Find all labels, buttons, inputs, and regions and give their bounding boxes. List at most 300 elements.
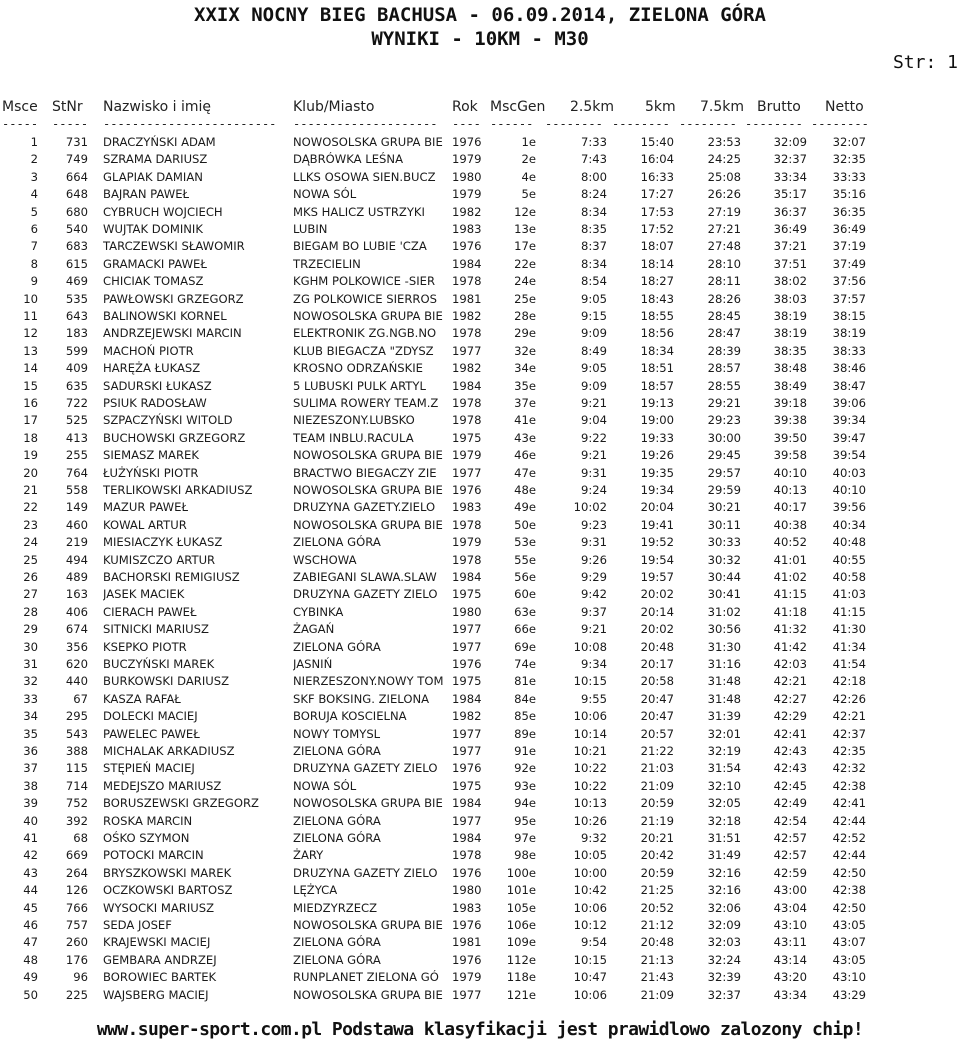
cell-year: 1980 [452, 883, 482, 898]
cell-split-5km: 19:33 [640, 430, 674, 445]
cell-club: ZIELONA GÓRA [293, 535, 381, 550]
cell-name: STĘPIEŃ MACIEJ [103, 761, 195, 776]
cell-category: 12e [514, 204, 536, 219]
cell-gross: 42:29 [773, 709, 807, 724]
separator-split-7-5km: -------- [679, 117, 737, 131]
header-category: MscGen [490, 99, 546, 115]
header-net: Netto [825, 99, 864, 115]
cell-category: 56e [514, 570, 536, 584]
table-row [0, 569, 960, 586]
cell-gross: 38:49 [773, 378, 807, 393]
cell-net: 41:54 [832, 657, 866, 671]
cell-split-7-5km: 31:49 [707, 848, 741, 863]
cell-bib: 558 [65, 483, 88, 497]
separator-net: -------- [811, 117, 869, 131]
cell-gross: 40:10 [773, 465, 807, 480]
cell-category: 32e [514, 343, 536, 358]
cell-gross: 38:03 [773, 291, 807, 306]
cell-split-5km: 19:35 [640, 465, 674, 480]
cell-year: 1975 [452, 430, 482, 445]
cell-split-5km: 19:00 [640, 413, 674, 428]
cell-place: 13 [23, 343, 38, 358]
cell-club: MKS HALICZ USTRZYKI [293, 204, 425, 219]
cell-split-5km: 20:17 [640, 657, 674, 671]
cell-club: NOWA SÓL [293, 778, 357, 793]
cell-split-7-5km: 32:39 [707, 970, 741, 985]
cell-place: 9 [30, 274, 38, 289]
cell-split-2-5km: 9:09 [580, 378, 607, 393]
cell-split-5km: 18:51 [640, 361, 674, 376]
cell-bib: 615 [65, 256, 88, 271]
cell-split-2-5km: 10:47 [573, 970, 607, 985]
cell-gross: 36:49 [773, 222, 807, 236]
cell-split-2-5km: 9:04 [580, 413, 607, 428]
cell-category: 118e [506, 970, 536, 985]
cell-split-7-5km: 32:09 [707, 918, 741, 932]
cell-year: 1977 [452, 813, 482, 828]
cell-gross: 40:17 [773, 500, 807, 515]
cell-category: 121e [506, 987, 536, 1002]
cell-gross: 42:43 [773, 761, 807, 776]
table-row [0, 552, 960, 569]
cell-year: 1977 [452, 987, 482, 1002]
cell-split-7-5km: 27:48 [707, 239, 741, 254]
cell-gross: 43:10 [773, 918, 807, 932]
table-row [0, 238, 960, 255]
cell-split-2-5km: 9:54 [580, 935, 607, 950]
cell-name: SIEMASZ MAREK [103, 448, 199, 463]
table-row [0, 291, 960, 308]
cell-gross: 41:42 [773, 639, 807, 654]
cell-split-5km: 18:55 [640, 309, 674, 323]
table-row [0, 465, 960, 482]
cell-bib: 635 [65, 378, 88, 393]
cell-bib: 674 [65, 622, 88, 637]
cell-split-2-5km: 7:43 [580, 152, 607, 167]
cell-gross: 39:38 [773, 413, 807, 428]
cell-gross: 41:02 [773, 570, 807, 584]
page-subtitle: WYNIKI - 10KM - M30 [371, 28, 589, 50]
table-row [0, 847, 960, 864]
cell-net: 40:10 [832, 483, 866, 497]
cell-place: 27 [23, 587, 38, 602]
cell-split-7-5km: 27:21 [707, 222, 741, 236]
separator-year: ---- [452, 117, 481, 131]
cell-club: NIERZESZONY.NOWY TOM [293, 674, 444, 689]
cell-gross: 42:21 [773, 674, 807, 689]
cell-year: 1982 [452, 709, 482, 724]
cell-year: 1978 [452, 413, 482, 428]
cell-bib: 68 [73, 831, 88, 845]
cell-category: 100e [506, 865, 536, 880]
cell-place: 1 [30, 135, 38, 149]
cell-category: 5e [521, 187, 536, 202]
cell-net: 39:47 [832, 430, 866, 445]
cell-bib: 749 [65, 152, 88, 167]
cell-split-5km: 21:25 [640, 883, 674, 898]
cell-year: 1979 [452, 187, 482, 202]
separator-club: -------------------- [293, 117, 438, 131]
cell-split-5km: 17:52 [640, 222, 674, 236]
cell-place: 31 [23, 657, 38, 671]
cell-bib: 599 [65, 343, 88, 358]
cell-net: 42:32 [832, 761, 866, 776]
table-row [0, 447, 960, 464]
cell-split-5km: 21:09 [640, 987, 674, 1002]
cell-name: POTOCKI MARCIN [103, 848, 204, 863]
cell-place: 34 [23, 709, 38, 724]
cell-net: 43:07 [832, 935, 866, 950]
cell-gross: 39:18 [773, 396, 807, 410]
cell-gross: 42:41 [773, 726, 807, 741]
cell-club: DRUZYNA GAZETY ZIELO [293, 761, 438, 776]
cell-name: JASEK MACIEK [103, 587, 185, 602]
cell-bib: 731 [65, 135, 88, 149]
cell-club: DĄBRÓWKA LEŚNA [293, 152, 404, 167]
cell-split-5km: 20:47 [640, 709, 674, 724]
cell-split-5km: 21:09 [640, 778, 674, 793]
cell-gross: 35:17 [773, 187, 807, 202]
cell-name: CIERACH PAWEŁ [103, 604, 197, 619]
cell-name: KASZA RAFAŁ [103, 691, 181, 706]
table-row [0, 499, 960, 516]
cell-split-2-5km: 9:05 [580, 291, 607, 306]
cell-gross: 42:59 [773, 865, 807, 880]
cell-club: NOWOSOLSKA GRUPA BIE [293, 483, 443, 497]
cell-place: 21 [23, 483, 38, 497]
cell-name: GEMBARA ANDRZEJ [103, 952, 217, 967]
cell-split-2-5km: 8:54 [580, 274, 607, 289]
cell-net: 37:49 [832, 256, 866, 271]
cell-split-7-5km: 31:16 [707, 657, 741, 671]
cell-club: ZIELONA GÓRA [293, 952, 381, 967]
cell-club: ZIELONA GÓRA [293, 831, 381, 845]
cell-net: 42:18 [832, 674, 866, 689]
cell-category: 74e [514, 657, 536, 671]
cell-split-7-5km: 32:16 [707, 883, 741, 898]
cell-category: 47e [514, 465, 536, 480]
cell-place: 22 [23, 500, 38, 515]
cell-net: 39:54 [832, 448, 866, 463]
cell-category: 53e [514, 535, 536, 550]
cell-net: 42:50 [832, 865, 866, 880]
cell-split-5km: 19:57 [640, 570, 674, 584]
cell-place: 25 [23, 552, 38, 567]
table-row [0, 639, 960, 656]
cell-name: PSIUK RADOSŁAW [103, 396, 207, 410]
cell-place: 24 [23, 535, 38, 550]
cell-year: 1977 [452, 639, 482, 654]
cell-net: 41:30 [832, 622, 866, 637]
cell-split-7-5km: 29:57 [707, 465, 741, 480]
cell-split-7-5km: 32:37 [707, 987, 741, 1002]
separator-split-5km: -------- [612, 117, 670, 131]
cell-net: 41:03 [832, 587, 866, 602]
cell-split-2-5km: 8:34 [580, 204, 607, 219]
cell-place: 14 [23, 361, 38, 376]
cell-place: 43 [23, 865, 38, 880]
cell-net: 40:34 [832, 517, 866, 532]
cell-name: BUCHOWSKI GRZEGORZ [103, 430, 246, 445]
cell-gross: 32:37 [773, 152, 807, 167]
cell-year: 1977 [452, 343, 482, 358]
cell-name: SZPACZYŃSKI WITOLD [103, 413, 233, 428]
cell-split-2-5km: 10:15 [573, 674, 607, 689]
cell-club: NOWOSOLSKA GRUPA BIE [293, 796, 443, 811]
cell-name: OŚKO SZYMON [103, 831, 190, 845]
footer-note: www.super-sport.com.pl Podstawa klasyfikacji jest prawidlowo zalozony chip! [96, 1019, 864, 1040]
cell-club: BRACTWO BIEGACZY ZIE [293, 465, 437, 480]
cell-name: MAZUR PAWEŁ [103, 500, 188, 515]
cell-bib: 163 [65, 587, 88, 602]
cell-category: 112e [506, 952, 536, 967]
cell-year: 1980 [452, 604, 482, 619]
cell-bib: 96 [73, 970, 88, 985]
table-row [0, 708, 960, 725]
cell-club: ŻAGAŃ [293, 622, 335, 637]
cell-split-7-5km: 32:05 [707, 796, 741, 811]
cell-split-2-5km: 10:06 [573, 987, 607, 1002]
cell-category: 63e [514, 604, 536, 619]
cell-name: PAWŁOWSKI GRZEGORZ [103, 291, 244, 306]
cell-split-7-5km: 31:48 [707, 674, 741, 689]
cell-name: OCZKOWSKI BARTOSZ [103, 883, 233, 898]
cell-split-2-5km: 9:32 [580, 831, 607, 845]
cell-club: JASNIŃ [293, 657, 333, 671]
table-row [0, 308, 960, 325]
cell-year: 1975 [452, 674, 482, 689]
cell-bib: 469 [65, 274, 88, 289]
table-row [0, 900, 960, 917]
cell-split-2-5km: 9:23 [580, 517, 607, 532]
cell-bib: 683 [65, 239, 88, 254]
cell-split-2-5km: 10:14 [573, 726, 607, 741]
table-row [0, 151, 960, 168]
cell-name: DRACZYŃSKI ADAM [103, 135, 216, 149]
cell-bib: 764 [65, 465, 88, 480]
cell-gross: 43:20 [773, 970, 807, 985]
cell-year: 1978 [452, 848, 482, 863]
cell-split-7-5km: 32:10 [707, 778, 741, 793]
cell-split-5km: 17:27 [640, 187, 674, 202]
cell-split-7-5km: 31:30 [707, 639, 741, 654]
cell-category: 34e [514, 361, 536, 376]
cell-year: 1979 [452, 970, 482, 985]
cell-net: 40:03 [832, 465, 866, 480]
page-title: XXIX NOCNY BIEG BACHUSA - 06.09.2014, ZIELONA GÓRA [194, 4, 766, 26]
header-split-5km: 5km [645, 99, 676, 115]
cell-name: KOWAL ARTUR [103, 517, 187, 532]
cell-net: 42:50 [832, 900, 866, 915]
cell-bib: 648 [65, 187, 88, 202]
cell-split-2-5km: 10:22 [573, 761, 607, 776]
cell-split-7-5km: 29:45 [707, 448, 741, 463]
table-row [0, 813, 960, 830]
cell-year: 1981 [452, 935, 482, 950]
cell-year: 1980 [452, 169, 482, 184]
cell-club: KGHM POLKOWICE -SIER [293, 274, 435, 289]
cell-name: WUJTAK DOMINIK [103, 222, 203, 236]
cell-bib: 149 [65, 500, 88, 515]
cell-year: 1978 [452, 326, 482, 341]
cell-split-7-5km: 30:44 [707, 570, 741, 584]
cell-bib: 392 [65, 813, 88, 828]
cell-category: 37e [514, 396, 536, 410]
cell-split-2-5km: 8:34 [580, 256, 607, 271]
cell-net: 39:56 [832, 500, 866, 515]
cell-split-5km: 16:04 [640, 152, 674, 167]
cell-year: 1978 [452, 552, 482, 567]
cell-split-5km: 20:42 [640, 848, 674, 863]
cell-club: KROSNO ODRZAŃSKIE [293, 361, 423, 376]
cell-split-2-5km: 7:33 [580, 135, 607, 149]
cell-split-2-5km: 9:31 [580, 535, 607, 550]
table-row [0, 673, 960, 690]
cell-place: 15 [23, 378, 38, 393]
cell-split-2-5km: 9:55 [580, 691, 607, 706]
cell-split-2-5km: 10:13 [573, 796, 607, 811]
cell-club: DRUZYNA GAZETY.ZIELO [293, 500, 436, 515]
cell-bib: 255 [65, 448, 88, 463]
cell-club: SKF BOKSING. ZIELONA [293, 691, 430, 706]
cell-bib: 680 [65, 204, 88, 219]
cell-net: 39:34 [832, 413, 866, 428]
cell-year: 1976 [452, 918, 482, 932]
cell-split-2-5km: 10:15 [573, 952, 607, 967]
cell-place: 49 [23, 970, 38, 985]
cell-bib: 535 [65, 291, 88, 306]
cell-split-5km: 20:02 [640, 622, 674, 637]
cell-bib: 766 [65, 900, 88, 915]
cell-split-5km: 21:19 [640, 813, 674, 828]
cell-bib: 664 [65, 169, 88, 184]
cell-gross: 40:38 [773, 517, 807, 532]
cell-category: 22e [514, 256, 536, 271]
cell-split-7-5km: 30:00 [707, 430, 741, 445]
cell-name: ROSKA MARCIN [103, 813, 193, 828]
cell-gross: 41:18 [773, 604, 807, 619]
cell-name: TARCZEWSKI SŁAWOMIR [103, 239, 245, 254]
cell-category: 1e [521, 135, 536, 149]
cell-name: BOROWIEC BARTEK [103, 970, 217, 985]
cell-net: 36:49 [832, 222, 866, 236]
cell-gross: 37:21 [773, 239, 807, 254]
cell-category: 84e [514, 691, 536, 706]
cell-split-5km: 20:02 [640, 587, 674, 602]
cell-gross: 37:51 [773, 256, 807, 271]
cell-name: GLAPIAK DAMIAN [103, 169, 203, 184]
cell-bib: 176 [65, 952, 88, 967]
cell-place: 12 [23, 326, 38, 341]
cell-split-2-5km: 8:24 [580, 187, 607, 202]
cell-net: 37:19 [832, 239, 866, 254]
cell-bib: 260 [65, 935, 88, 950]
cell-club: WSCHOWA [293, 552, 357, 567]
cell-net: 42:37 [832, 726, 866, 741]
cell-gross: 38:02 [773, 274, 807, 289]
cell-split-2-5km: 10:05 [573, 848, 607, 863]
cell-club: ZIELONA GÓRA [293, 744, 381, 758]
cell-club: DRUZYNA GAZETY ZIELO [293, 865, 438, 880]
cell-split-7-5km: 31:39 [707, 709, 741, 724]
cell-year: 1979 [452, 535, 482, 550]
cell-gross: 43:34 [773, 987, 807, 1002]
cell-place: 5 [30, 204, 38, 219]
table-row [0, 534, 960, 551]
separator-name: ------------------------ [103, 117, 277, 131]
cell-place: 26 [23, 570, 38, 584]
cell-split-7-5km: 28:10 [707, 256, 741, 271]
cell-net: 38:33 [832, 343, 866, 358]
cell-split-5km: 21:12 [640, 918, 674, 932]
cell-name: KSEPKO PIOTR [103, 639, 187, 654]
cell-year: 1984 [452, 378, 482, 393]
cell-name: WYSOCKI MARIUSZ [103, 900, 215, 915]
cell-split-2-5km: 9:21 [580, 448, 607, 463]
cell-category: 60e [514, 587, 536, 602]
cell-split-7-5km: 32:19 [707, 744, 741, 758]
table-row [0, 795, 960, 812]
table-row [0, 395, 960, 412]
cell-club: NOWOSOLSKA GRUPA BIE [293, 517, 443, 532]
cell-bib: 440 [65, 674, 88, 689]
cell-gross: 42:57 [773, 848, 807, 863]
cell-split-2-5km: 9:24 [580, 483, 607, 497]
cell-year: 1976 [452, 952, 482, 967]
table-row [0, 482, 960, 499]
cell-club: CYBINKA [293, 604, 344, 619]
cell-place: 38 [23, 778, 38, 793]
cell-gross: 41:01 [773, 552, 807, 567]
cell-split-7-5km: 32:03 [707, 935, 741, 950]
cell-club: NOWY TOMYSL [293, 726, 381, 741]
cell-club: NOWOSOLSKA GRUPA BIE [293, 918, 443, 932]
cell-category: 28e [514, 309, 536, 323]
cell-category: 4e [521, 169, 536, 184]
cell-category: 97e [514, 831, 536, 845]
table-row [0, 430, 960, 447]
cell-gross: 43:14 [773, 952, 807, 967]
cell-net: 42:38 [832, 778, 866, 793]
cell-split-2-5km: 10:22 [573, 778, 607, 793]
cell-club: ZIELONA GÓRA [293, 935, 381, 950]
cell-gross: 41:15 [773, 587, 807, 602]
cell-place: 19 [23, 448, 38, 463]
cell-bib: 489 [65, 570, 88, 584]
table-row [0, 134, 960, 151]
cell-name: BRYSZKOWSKI MAREK [103, 865, 232, 880]
cell-split-5km: 18:57 [640, 378, 674, 393]
table-row [0, 778, 960, 795]
cell-club: NOWOSOLSKA GRUPA BIE [293, 448, 443, 463]
cell-split-7-5km: 28:26 [707, 291, 741, 306]
header-split-7-5km: 7.5km [700, 99, 745, 115]
cell-place: 23 [23, 517, 38, 532]
cell-category: 43e [514, 430, 536, 445]
cell-bib: 225 [65, 987, 88, 1002]
cell-year: 1984 [452, 256, 482, 271]
cell-place: 17 [23, 413, 38, 428]
table-row [0, 743, 960, 760]
cell-year: 1977 [452, 465, 482, 480]
cell-club: KLUB BIEGACZA "ZDYSZ [293, 343, 434, 358]
cell-split-7-5km: 29:23 [707, 413, 741, 428]
cell-net: 35:16 [832, 187, 866, 202]
cell-year: 1977 [452, 622, 482, 637]
cell-split-5km: 20:47 [640, 691, 674, 706]
cell-name: MACHOŃ PIOTR [103, 343, 194, 358]
cell-net: 37:56 [832, 274, 866, 289]
